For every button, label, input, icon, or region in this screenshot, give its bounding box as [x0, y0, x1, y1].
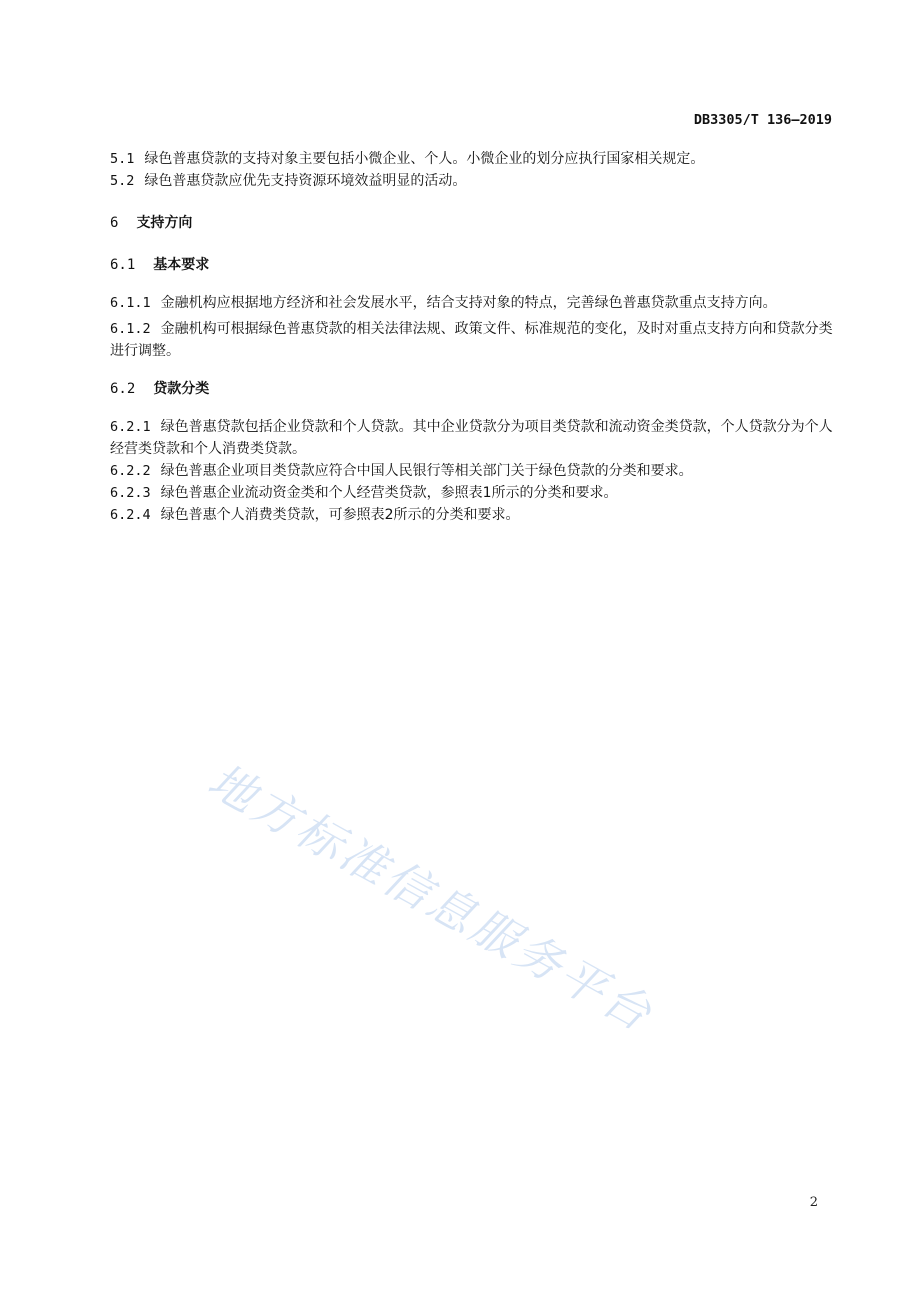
section-heading-6-1 — [110, 254, 834, 276]
clause-6-2-2 — [110, 460, 834, 482]
clause-text: 金融机构应根据地方经济和社会发展水平，结合支持对象的特点，完善绿色普惠贷款重点支持方向。 — [160, 295, 777, 311]
clause-text: 绿色普惠贷款包括企业贷款和个人贷款。其中企业贷款分为项目类贷款和流动资金类贷款，个人贷款分为个人经营类贷款和个人消费类贷款。 — [110, 419, 833, 457]
heading-number: 6 — [110, 215, 119, 231]
heading-number: 6.1 — [110, 257, 136, 273]
clause-text: 绿色普惠贷款应优先支持资源环境效益明显的活动。 — [144, 173, 467, 189]
clause-5-1 — [110, 148, 834, 170]
clause-text: 绿色普惠企业流动资金类和个人经营类贷款，参照表1所示的分类和要求。 — [160, 485, 618, 501]
clause-5-2 — [110, 170, 834, 192]
clause-number: 5.1 — [110, 151, 135, 167]
clause-text: 金融机构可根据绿色普惠贷款的相关法律法规、政策文件、标准规范的变化，及时对重点支持方向和贷款分类进行调整。 — [110, 321, 833, 359]
clause-6-1-1 — [110, 292, 834, 314]
clause-number: 5.2 — [110, 173, 135, 189]
clause-number: 6.1.1 — [110, 295, 151, 311]
section-heading-6 — [110, 212, 834, 234]
heading-text: 支持方向 — [136, 215, 193, 231]
clause-number: 6.2.3 — [110, 485, 151, 501]
document-body — [110, 148, 834, 526]
document-code: DB3305/T 136—2019 — [693, 112, 832, 128]
clause-6-2-3 — [110, 482, 834, 504]
heading-number: 6.2 — [110, 381, 136, 397]
clause-text: 绿色普惠贷款的支持对象主要包括小微企业、个人。小微企业的划分应执行国家相关规定。 — [144, 151, 705, 167]
clause-text: 绿色普惠企业项目类贷款应符合中国人民银行等相关部门关于绿色贷款的分类和要求。 — [160, 463, 693, 479]
clause-6-2-4 — [110, 504, 834, 526]
clause-6-2-1 — [110, 416, 834, 460]
clause-number: 6.2.2 — [110, 463, 151, 479]
heading-text: 贷款分类 — [153, 381, 210, 397]
section-heading-6-2 — [110, 378, 834, 400]
watermark: 地方标准信息服务平台 — [199, 752, 663, 1043]
clause-6-1-2 — [110, 318, 834, 362]
clause-number: 6.1.2 — [110, 321, 151, 337]
page-number: 2 — [809, 1195, 818, 1210]
heading-text: 基本要求 — [153, 257, 210, 273]
clause-text: 绿色普惠个人消费类贷款，可参照表2所示的分类和要求。 — [160, 507, 520, 523]
clause-number: 6.2.4 — [110, 507, 151, 523]
clause-number: 6.2.1 — [110, 419, 151, 435]
